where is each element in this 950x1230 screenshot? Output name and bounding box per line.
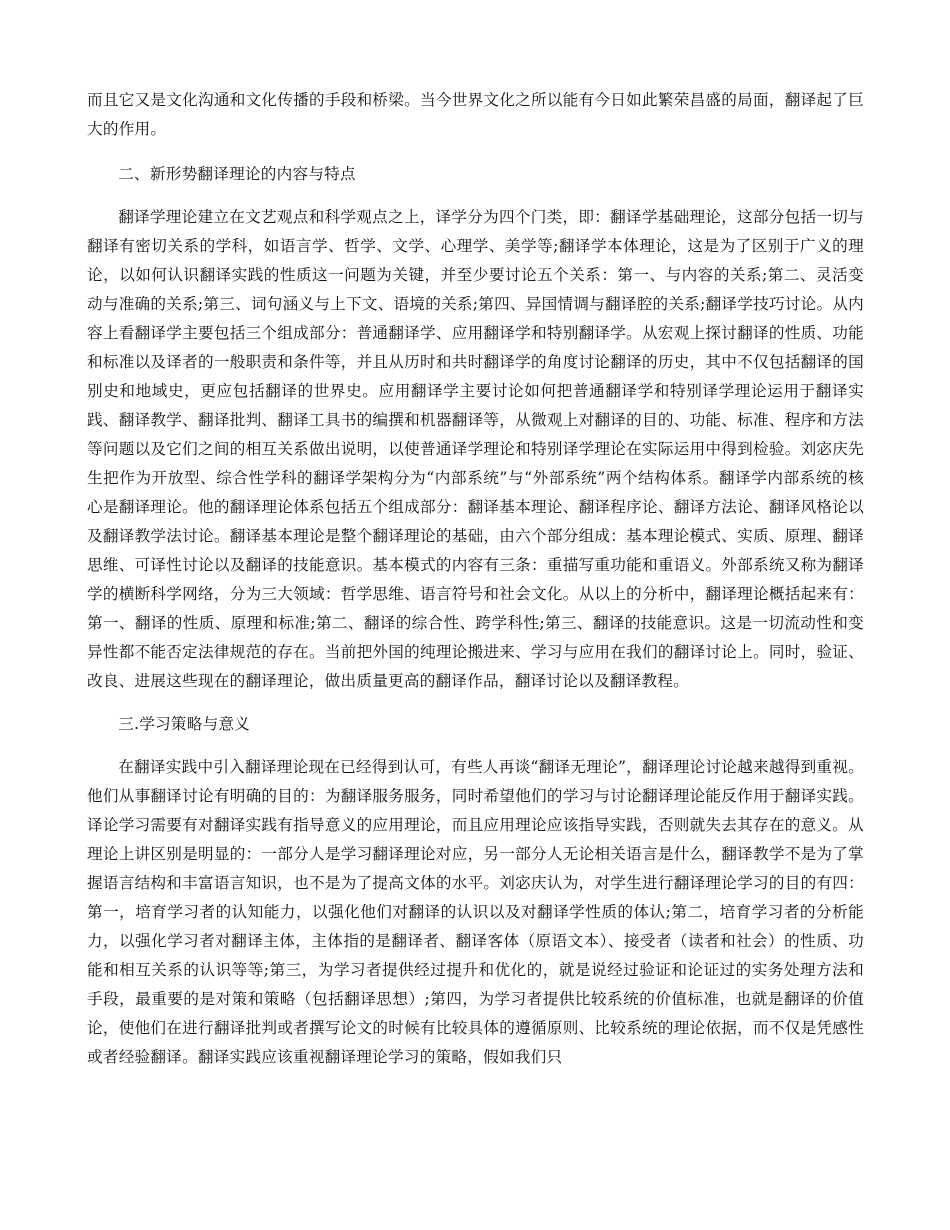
paragraph-theory-content: 翻译学理论建立在文艺观点和科学观点之上，译学分为四个门类，即：翻译学基础理论，这部分包括一切与翻译有密切关系的学科，如语言学、哲学、文学、心理学、美学等;翻译学本体理论，这是为了区别于广义的理论，以如何认识翻译实践的性质这一问题为关键，并至少要讨论五个关系：第一、与内容的关系;第二、灵活变动与准确的关系;第三、词句涵义与上下文、语境的关系;第四、异国情调与翻译腔的关系;翻译学技巧讨论。从内容上看翻译学主要包括三个组成部分：普通翻译学、应用翻译学和特别翻译学。从宏观上探讨翻译的性质、功能和标准以及译者的一般职责和条件等，并且从历时和共时翻译学的角度讨论翻译的历史，其中不仅包括翻译的国别史和地域史，更应包括翻译的世界史。应用翻译学主要讨论如何把普通翻译学和特别译学理论运用于翻译实践、翻译教学、翻译批判、翻译工具书的编撰和机器翻译等，从微观上对翻译的目的、功能、标准、程序和方法等问题以及它们之间的相互关系做出说明，以使普通译学理论和特别译学理论在实际运用中得到检验。刘宓庆先生把作为开放型、综合性学科的翻译学架构分为“内部系统”与“外部系统”两个结构体系。翻译学内部系统的核心是翻译理论。他的翻译理论体系包括五个组成部分：翻译基本理论、翻译程序论、翻译方法论、翻译风格论以及翻译教学法讨论。翻译基本理论是整个翻译理论的基础，由六个部分组成：基本理论模式、实质、原理、翻译思维、可译性讨论以及翻译的技能意识。基本模式的内容有三条：重描写重功能和重语义。外部系统又称为翻译学的横断科学网络，分为三大领域：哲学思维、语言符号和社会文化。从以上的分析中，翻译理论概括起来有：第一、翻译的性质、原理和标准;第二、翻译的综合性、跨学科性;第三、翻译的技能意识。这是一切流动性和变异性都不能否定法律规范的存在。当前把外国的纯理论搬进来、学习与应用在我们的翻译讨论上。同时，验证、改良、进展这些现在的翻译理论，做出质量更高的翻译作品，翻译讨论以及翻译教程。	[87, 208, 865, 690]
spacer	[87, 739, 864, 753]
section-heading-3: 三.学习策略与意义	[118, 715, 251, 733]
spacer	[87, 189, 864, 203]
spacer	[87, 144, 864, 160]
section-heading-2: 二、新形势翻译理论的内容与特点	[118, 165, 356, 183]
paragraph-intro-continuation: 而且它又是文化沟通和文化传播的手段和桥梁。当今世界文化之所以能有今日如此繁荣昌盛的局面，翻译起了巨大的作用。	[87, 91, 864, 138]
spacer	[87, 696, 864, 710]
paragraph-learning-strategy: 在翻译实践中引入翻译理论现在已经得到认可，有些人再谈“翻译无理论”，翻译理论讨论越来越得到重视。他们从事翻译讨论有明确的目的：为翻译服务服务，同时希望他们的学习与讨论翻译理论能反作用于翻译实践。译论学习需要有对翻译实践有指导意义的应用理论，而且应用理论应该指导实践，否则就失去其存在的意义。从理论上讲区别是明显的：一部分人是学习翻译理论对应，另一部分人无论相关语言是什么，翻译教学不是为了掌握语言结构和丰富语言知识，也不是为了提高文体的水平。刘宓庆认为，对学生进行翻译理论学习的目的有四：第一，培育学习者的认知能力，以强化他们对翻译的认识以及对翻译学性质的体认;第二，培育学习者的分析能力，以强化学习者对翻译主体，主体指的是翻译者、翻译客体（原语文本）、接受者（读者和社会）的性质、功能和相互关系的认识等等;第三，为学习者提供经过提升和优化的，就是说经过验证和论证过的实务处理方法和手段，最重要的是对策和策略（包括翻译思想）;第四，为学习者提供比较系统的价值标准，也就是翻译的价值论，使他们在进行翻译批判或者撰写论文的时候有比较具体的遵循原则、比较系统的理论依据，而不仅是凭感性或者经验翻译。翻译实践应该重视翻译理论学习的策略，假如我们只	[87, 758, 864, 1066]
document-page	[87, 86, 864, 1072]
